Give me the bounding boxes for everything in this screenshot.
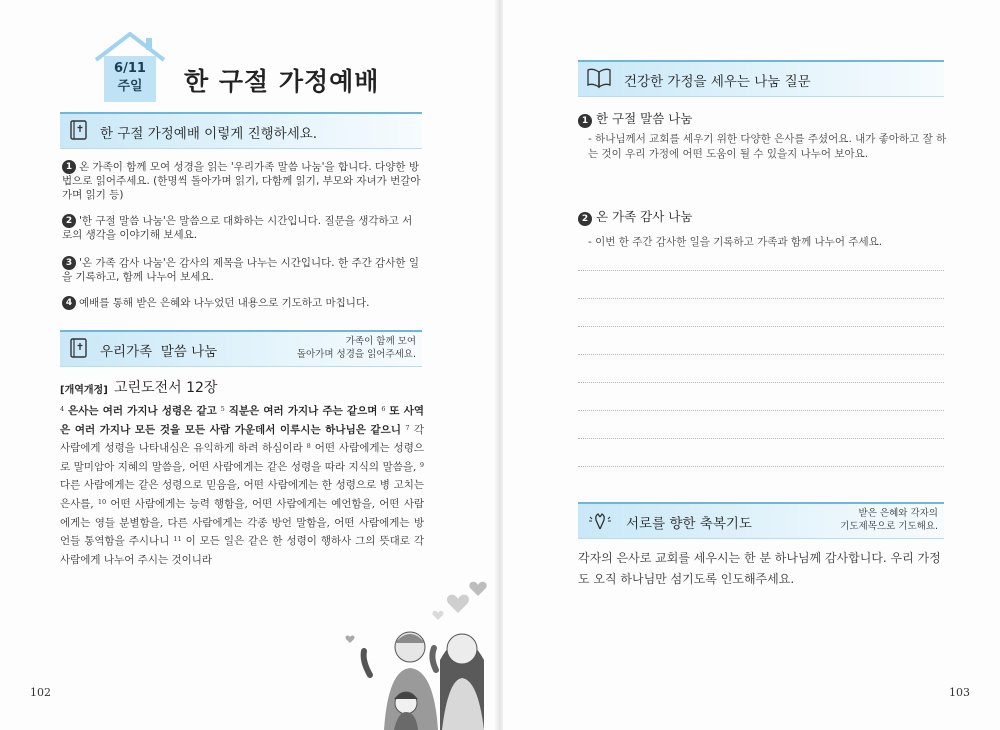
bible-icon	[68, 337, 90, 359]
section-header-reading	[60, 330, 422, 367]
date-day: 6/11	[114, 61, 146, 76]
guide-item: 2 '한 구절 말씀 나눔'은 말씀으로 대화하는 시간입니다. 질문을 생각하고 서로의 생각을 이야기해 보세요.	[62, 215, 413, 241]
praying-hands-icon	[586, 509, 614, 531]
section-heading: 한 구절 가정예배 이렇게 진행하세요.	[100, 126, 318, 142]
writing-line[interactable]	[578, 438, 944, 439]
section-header-questions	[578, 60, 944, 97]
passage-reference: 고린도전서 12장	[114, 380, 218, 396]
blessing-prayer: 각자의 은사로 교회를 세우시는 한 분 하나님께 감사합니다. 우리 가정도 오직 하나님만 섬기도록 인도해주세요.	[578, 551, 941, 586]
page-number: 103	[949, 686, 970, 699]
scripture-passage: $^4$ 은사는 여러 가지나 성령은 같고 $^5$ 직분은 여러 가지나 주는 같으며 $^6$ 또 사역은 여러 가지나 모든 것을 모든 사람 가운데서 이루시는 하나님은 같으니 $^7$ 각 사람에게 성령을 나타내심은 유익하게 하려 하심이라 $^8$ 어떤 사람에게는 성령으로 말미암아 지혜의 말씀을, 어떤 사람에게는 같은 성령을 따라 지식의 말씀을, $^9$ 다른 사람에게는 같은 성령으로 믿음을, 어떤 사람에게는 한 성령으로 병 고치는 은사를, $^{10}$ 어떤 사람에게는 능력 행함을, 어떤 사람에게는 예언함을, 어떤 사람에게는 영들 분별함을, 다른 사람에게는 각종 방언 말함을, 어떤 사람에게는 방언들 통역함을 주시나니 $^{11}$ 이 모든 일은 같은 한 성령이 행하사 그의 뜻대로 각 사람에게 나누어 주시는 것이니라	[60, 405, 425, 566]
translation-tag: [개역개정]	[60, 385, 108, 396]
writing-line[interactable]	[578, 410, 944, 411]
writing-line[interactable]	[578, 326, 944, 327]
section-heading: 서로를 향한 축복기도	[626, 516, 752, 532]
date-weekday: 주일	[117, 79, 143, 94]
open-book-icon	[586, 67, 612, 89]
question-title: 2 온 가족 감사 나눔	[578, 207, 692, 226]
guide-item: 1 온 가족이 함께 모여 성경을 읽는 '우리가족 말씀 나눔'을 합니다. 다양한 방법으로 읽어주세요. (한명씩 돌아가며 읽기, 다함께 읽기, 부모와 자녀가 번갈아가며 읽기 등)	[62, 161, 421, 201]
writing-line[interactable]	[578, 270, 944, 271]
question-text: - 하나님께서 교회를 세우기 위한 다양한 은사를 주셨어요. 내가 좋아하고 잘 하는 것이 우리 가정에 어떤 도움이 될 수 있을지 나누어 보아요.	[588, 133, 947, 160]
writing-line[interactable]	[578, 298, 944, 299]
bible-icon	[68, 119, 90, 141]
question-text: - 이번 한 주간 감사한 일을 기록하고 가족과 함께 나누어 주세요.	[588, 236, 883, 248]
page-number: 102	[30, 686, 51, 699]
section-heading: 우리가족 말씀 나눔	[100, 344, 218, 360]
section-header-prayer	[578, 502, 944, 539]
guide-item: 3 '온 가족 감사 나눔'은 감사의 제목을 나누는 시간입니다. 한 주간 감사한 일을 기록하고, 함께 나누어 보세요.	[62, 257, 419, 283]
writing-line[interactable]	[578, 382, 944, 383]
writing-line[interactable]	[578, 354, 944, 355]
section-note: 받은 은혜와 각자의 기도제목으로 기도해요.	[840, 508, 938, 532]
section-note: 가족이 함께 모여 돌아가며 성경을 읽어주세요.	[296, 336, 416, 360]
section-header-guide	[60, 112, 422, 149]
date-house-badge	[94, 30, 172, 104]
section-heading: 건강한 가정을 세우는 나눔 질문	[624, 74, 811, 90]
page-title: 한 구절 가정예배	[184, 67, 380, 96]
writing-line[interactable]	[578, 466, 944, 467]
question-title: 1 한 구절 말씀 나눔	[578, 109, 692, 128]
guide-item: 4 예배를 통해 받은 은혜와 나누었던 내용으로 기도하고 마칩니다.	[62, 296, 422, 310]
